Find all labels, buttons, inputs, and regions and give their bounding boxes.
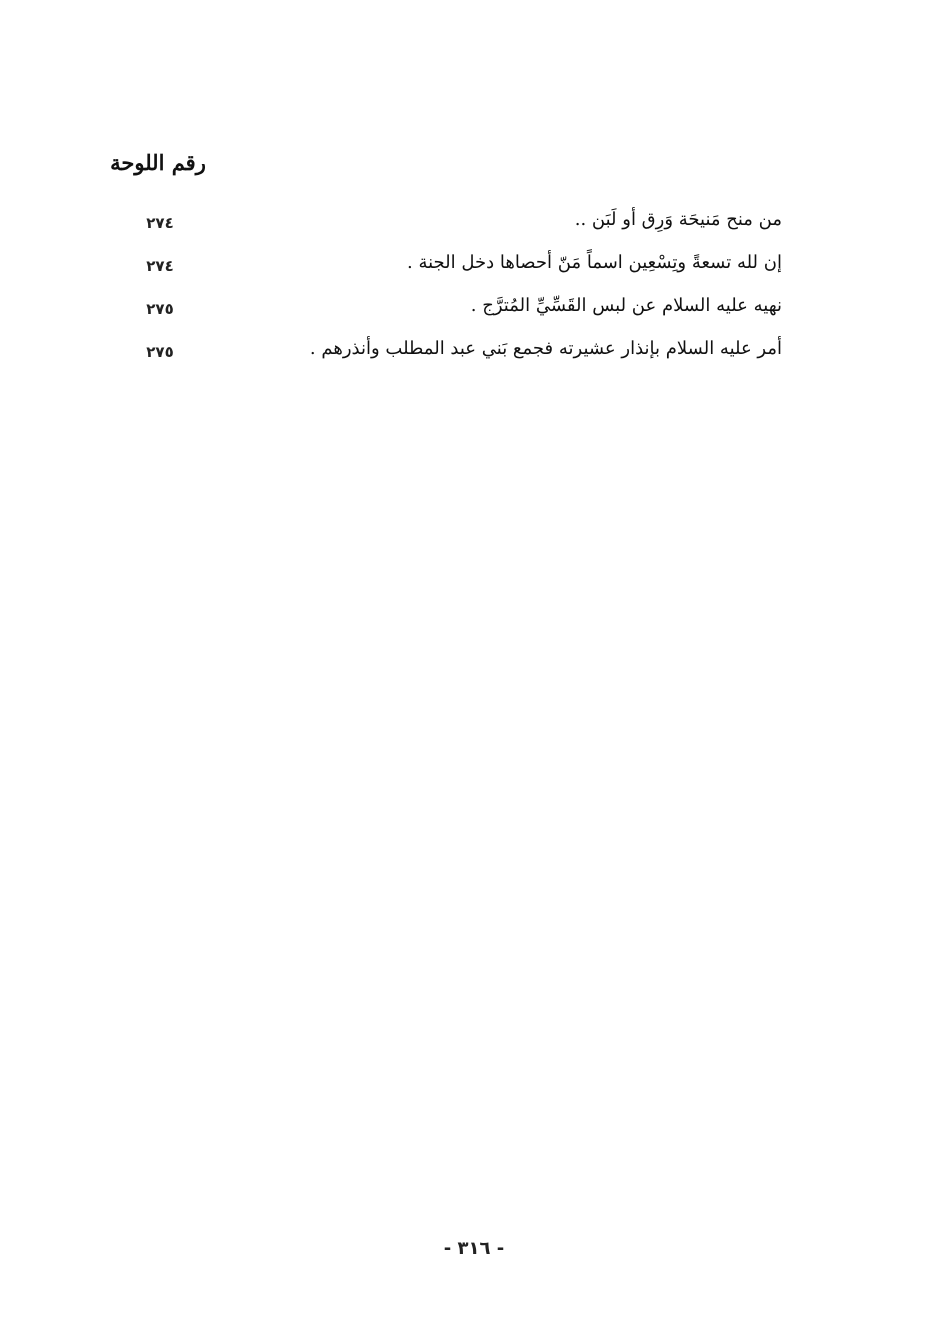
- plate-number: ٢٧٥: [146, 299, 174, 318]
- entry-text: من منح مَنيحَة وَرِق أو لَبَن ..: [574, 208, 782, 230]
- entry-text: إن لله تسعةً وتِسْعِين اسماً مَنّ أحصاها دخل الجنة .: [407, 251, 782, 273]
- index-list: [120, 198, 782, 370]
- index-entry: [120, 241, 782, 284]
- index-entry: [120, 198, 782, 241]
- page-number: - ٣١٦ -: [443, 1238, 505, 1259]
- index-entry: [120, 327, 782, 370]
- plate-number: ٢٧٤: [146, 256, 174, 275]
- plate-number: ٢٧٤: [146, 213, 174, 232]
- plate-number-column-header: رقم اللوحة: [110, 150, 206, 175]
- entry-text: نهيه عليه السلام عن لبس القَسِّيِّ المُترَّج .: [470, 294, 782, 316]
- index-entry: [120, 284, 782, 327]
- entry-text: أمر عليه السلام بإنذار عشيرته فجمع بَني عبد المطلب وأنذرهم .: [309, 337, 782, 359]
- plate-number: ٢٧٥: [146, 342, 174, 361]
